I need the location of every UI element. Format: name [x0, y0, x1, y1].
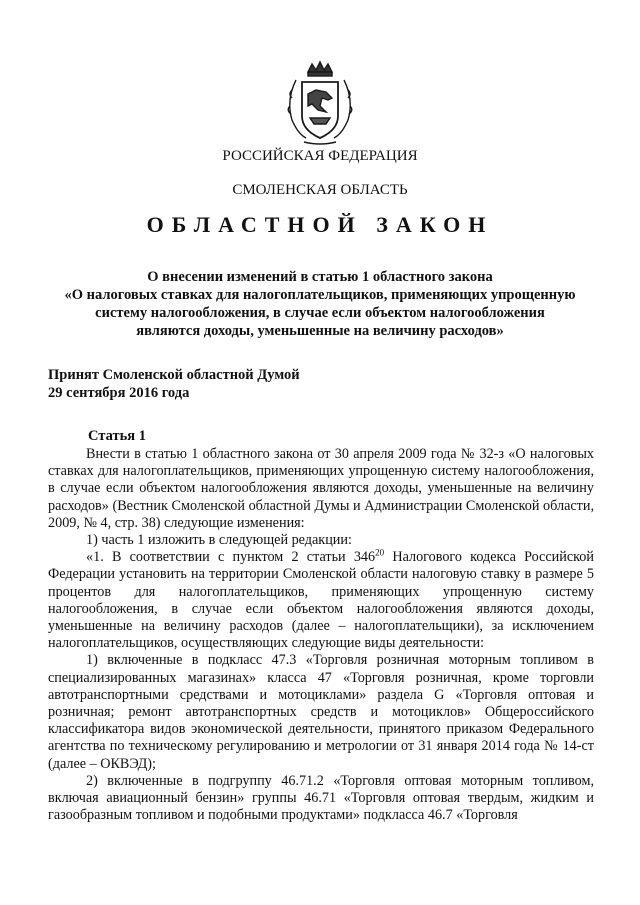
adoption-body: Принят Смоленской областной Думой — [48, 367, 300, 383]
country-heading: РОССИЙСКАЯ ФЕДЕРАЦИЯ — [222, 148, 418, 164]
paragraph: 1) включенные в подкласс 47.3 «Торговля розничная моторным топливом в специализированных магазинах» класса 47 «Торговля розничная, кроме торговли автотранспортными средствами и мотоциклами» раздела G «Торговля оптовая и розничная; ремонт автотранспортных средств и мотоциклов» Общероссийского классификатора видов экономической деятельности, принятого приказом Федерального агентства по техническому регулированию и метрологии от 31 января 2014 года № 14-ст (далее – ОКВЭД); — [48, 652, 594, 772]
paragraph-text: «1. В соответствии с пунктом 2 статьи 346 — [86, 549, 376, 566]
subject-line: являются доходы, уменьшенные на величину расходов» — [136, 323, 504, 339]
paragraph: Внести в статью 1 областного закона от 30 апреля 2009 года № 32-з «О налоговых ставках для налогоплательщиков, применяющих упрощенную систему налогообложения, в случае если объектом налогообложения являются доходы, уменьшенные на величину расходов» (Вестник Смоленской областной Думы и Администрации Смоленской области, 2009, № 4, стр. 38) следующие изменения: — [48, 446, 594, 531]
paragraph — [48, 549, 594, 652]
subject-line: «О налоговых ставках для налогоплательщиков, применяющих упрощенную — [64, 287, 576, 303]
paragraph: 1) часть 1 изложить в следующей редакции: — [86, 532, 352, 549]
article-body — [48, 446, 594, 824]
superscript: 20 — [375, 547, 385, 558]
law-subject — [40, 268, 600, 340]
subject-line: О внесении изменений в статью 1 областного закона — [147, 269, 493, 285]
coat-of-arms-icon — [282, 60, 358, 148]
subject-line: систему налогообложения, в случае если объектом налогообложения — [95, 305, 545, 321]
adoption-note — [48, 366, 300, 402]
article-title: Статья 1 — [88, 428, 146, 444]
adoption-date: 29 сентября 2016 года — [48, 385, 190, 401]
region-heading: СМОЛЕНСКАЯ ОБЛАСТЬ — [232, 182, 408, 198]
document-type-title: ОБЛАСТНОЙ ЗАКОН — [146, 212, 494, 237]
paragraph: 2) включенные в подгруппу 46.71.2 «Торговля оптовая моторным топливом, включая авиационный бензин» группы 46.71 «Торговля оптовая твердым, жидким и газообразным топливом и подобными продуктами» подкласса 46.7 «Торговля — [48, 772, 594, 824]
paragraph-text: Налогового кодекса Российской Федерации установить на территории Смоленской области налоговую ставку в размере 5 процентов для налогоплательщиков, применяющих упрощенную систему налогообложения, в случае если объектом налогообложения являются доходы, уменьшенные на величину расходов (далее – налогоплательщики), за исключением налогоплательщиков, осуществляющих следующие виды деятельности: — [48, 549, 594, 652]
